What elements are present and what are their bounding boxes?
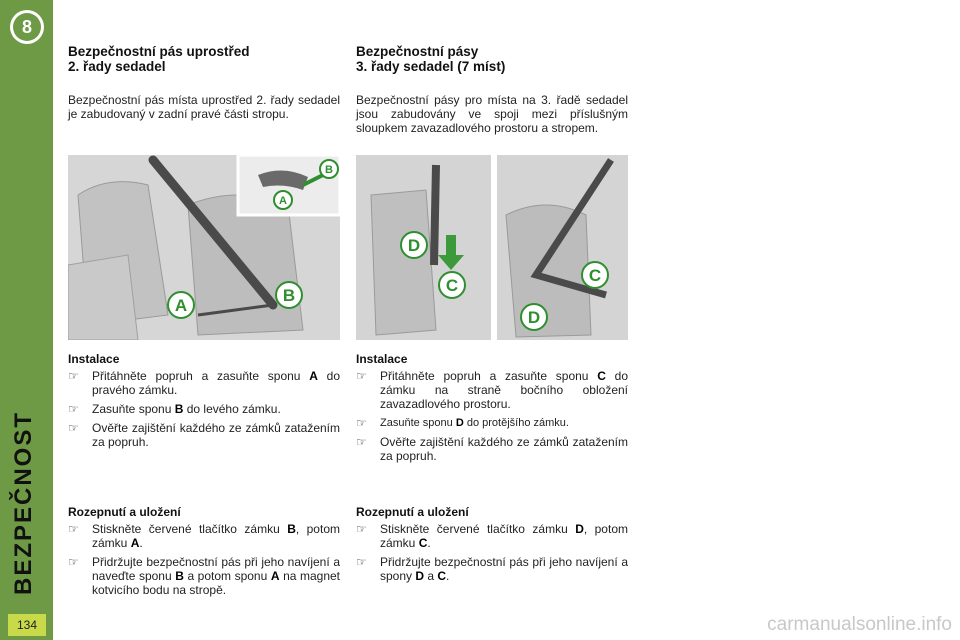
pointing-hand-icon: ☞ [356,369,367,383]
list-item: ☞ Ověřte zajištění každého ze zámků zatažením za popruh. [356,435,628,463]
pointing-hand-icon: ☞ [68,421,79,435]
right-release-list [356,522,628,588]
list-item: ☞ Zasuňte sponu D do protějšího zámku. [356,416,569,430]
list-item: ☞ Přidržujte bezpečnostní pás při jeho navíjení a spony D a C. [356,555,628,583]
right-install-list [356,369,628,468]
third-row-belt-illustration [356,155,628,340]
figure-label-b: B [282,286,296,305]
chapter-badge [10,10,44,44]
left-title: Bezpečnostní pás uprostřed 2. řady sedadel [68,44,250,74]
left-release-heading: Rozepnutí a uložení [68,505,181,519]
third-row-belt-figure [356,155,628,340]
figure-label-c-right: C [588,266,602,285]
list-item: ☞ Stiskněte červené tlačítko zámku D, potom zámku C. [356,522,628,550]
figure-label-c-left: C [445,276,459,295]
section-title: BEZPEČNOST [10,410,37,595]
list-item: ☞ Přidržujte bezpečnostní pás při jeho navíjení a naveďte sponu B a potom sponu A na magnet kotvicího bodu na stropě. [68,555,340,597]
left-install-list [68,369,340,454]
figure-label-d-left: D [407,236,421,255]
chapter-number: 8 [13,13,41,41]
pointing-hand-icon: ☞ [68,522,79,536]
middle-belt-figure [68,155,340,340]
pointing-hand-icon: ☞ [356,416,367,430]
pointing-hand-icon: ☞ [68,402,79,416]
pointing-hand-icon: ☞ [68,555,79,569]
list-item: ☞ Přitáhněte popruh a zasuňte sponu A do pravého zámku. [68,369,341,397]
pointing-hand-icon: ☞ [356,555,367,569]
pointing-hand-icon: ☞ [356,435,367,449]
right-release-heading: Rozepnutí a uložení [356,505,469,519]
list-item: ☞ Zasuňte sponu B do levého zámku. [68,402,281,416]
figure-label-a: A [174,296,188,315]
pointing-hand-icon: ☞ [68,369,79,383]
right-install-heading: Instalace [356,352,408,366]
right-intro: Bezpečnostní pásy pro místa na 3. řadě sedadel jsou zabudovány ve spoji mezi příslušným sloupkem zavazadlového prostoru a stropem. [356,93,628,135]
figure-label-d-right: D [527,308,541,327]
left-intro: Bezpečnostní pás místa uprostřed 2. řady sedadel je zabudovaný v zadní pravé části stropu. [68,93,340,121]
right-title: Bezpečnostní pásy 3. řady sedadel (7 míst) [356,44,506,74]
list-item: ☞ Ověřte zajištění každého ze zámků zatažením za popruh. [68,421,340,449]
left-install-heading: Instalace [68,352,120,366]
chapter-sidebar [0,0,53,640]
middle-belt-illustration [68,155,340,340]
watermark: carmanualsonline.info [767,614,952,635]
list-item: ☞ Přitáhněte popruh a zasuňte sponu C do zámku na straně bočního obložení zavazadlového prostoru. [356,369,629,411]
list-item: ☞ Stiskněte červené tlačítko zámku B, potom zámku A. [68,522,340,550]
inset-label-b: B [325,164,333,176]
page-number: 134 [8,614,46,636]
left-release-list [68,522,340,602]
pointing-hand-icon: ☞ [356,522,367,536]
inset-label-a: A [279,195,287,207]
